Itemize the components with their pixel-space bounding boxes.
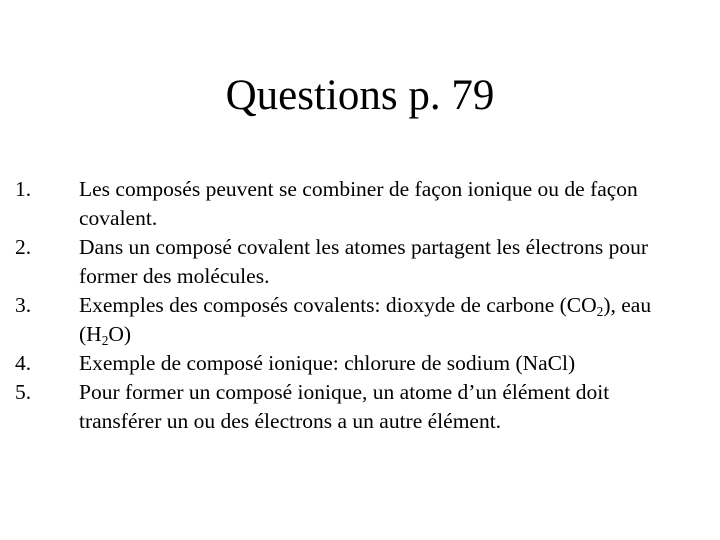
slide-title: Questions p. 79: [225, 72, 495, 119]
questions-list: [0, 175, 720, 436]
item-text: Les composés peuvent se combiner de façon ionique ou de façon covalent.: [79, 177, 638, 230]
list-item: [0, 175, 720, 233]
item-text-before: Exemples des composés covalents: dioxyde de carbone (CO: [79, 293, 597, 317]
item-number: 5.: [15, 380, 32, 404]
item-number: 2.: [15, 235, 32, 259]
list-item: [0, 233, 720, 291]
item-number: 3.: [15, 293, 32, 317]
item-text: Dans un composé covalent les atomes partagent les électrons pour former des molécules.: [79, 235, 648, 288]
list-item: [0, 349, 720, 378]
item-number: 4.: [15, 351, 32, 375]
item-text: Pour former un composé ionique, un atome d’un élément doit transférer un ou des électrons a un autre élément.: [79, 380, 610, 433]
item-number: 1.: [15, 177, 32, 201]
subscript-co2: 2: [596, 303, 604, 319]
item-text-mid: ), eau (H: [79, 293, 652, 346]
item-text-after: O): [108, 322, 132, 346]
item-text: Exemple de composé ionique: chlorure de sodium (NaCl): [79, 351, 576, 375]
subscript-h2o: 2: [101, 332, 109, 348]
list-item: [0, 378, 720, 436]
list-item: [0, 291, 720, 349]
